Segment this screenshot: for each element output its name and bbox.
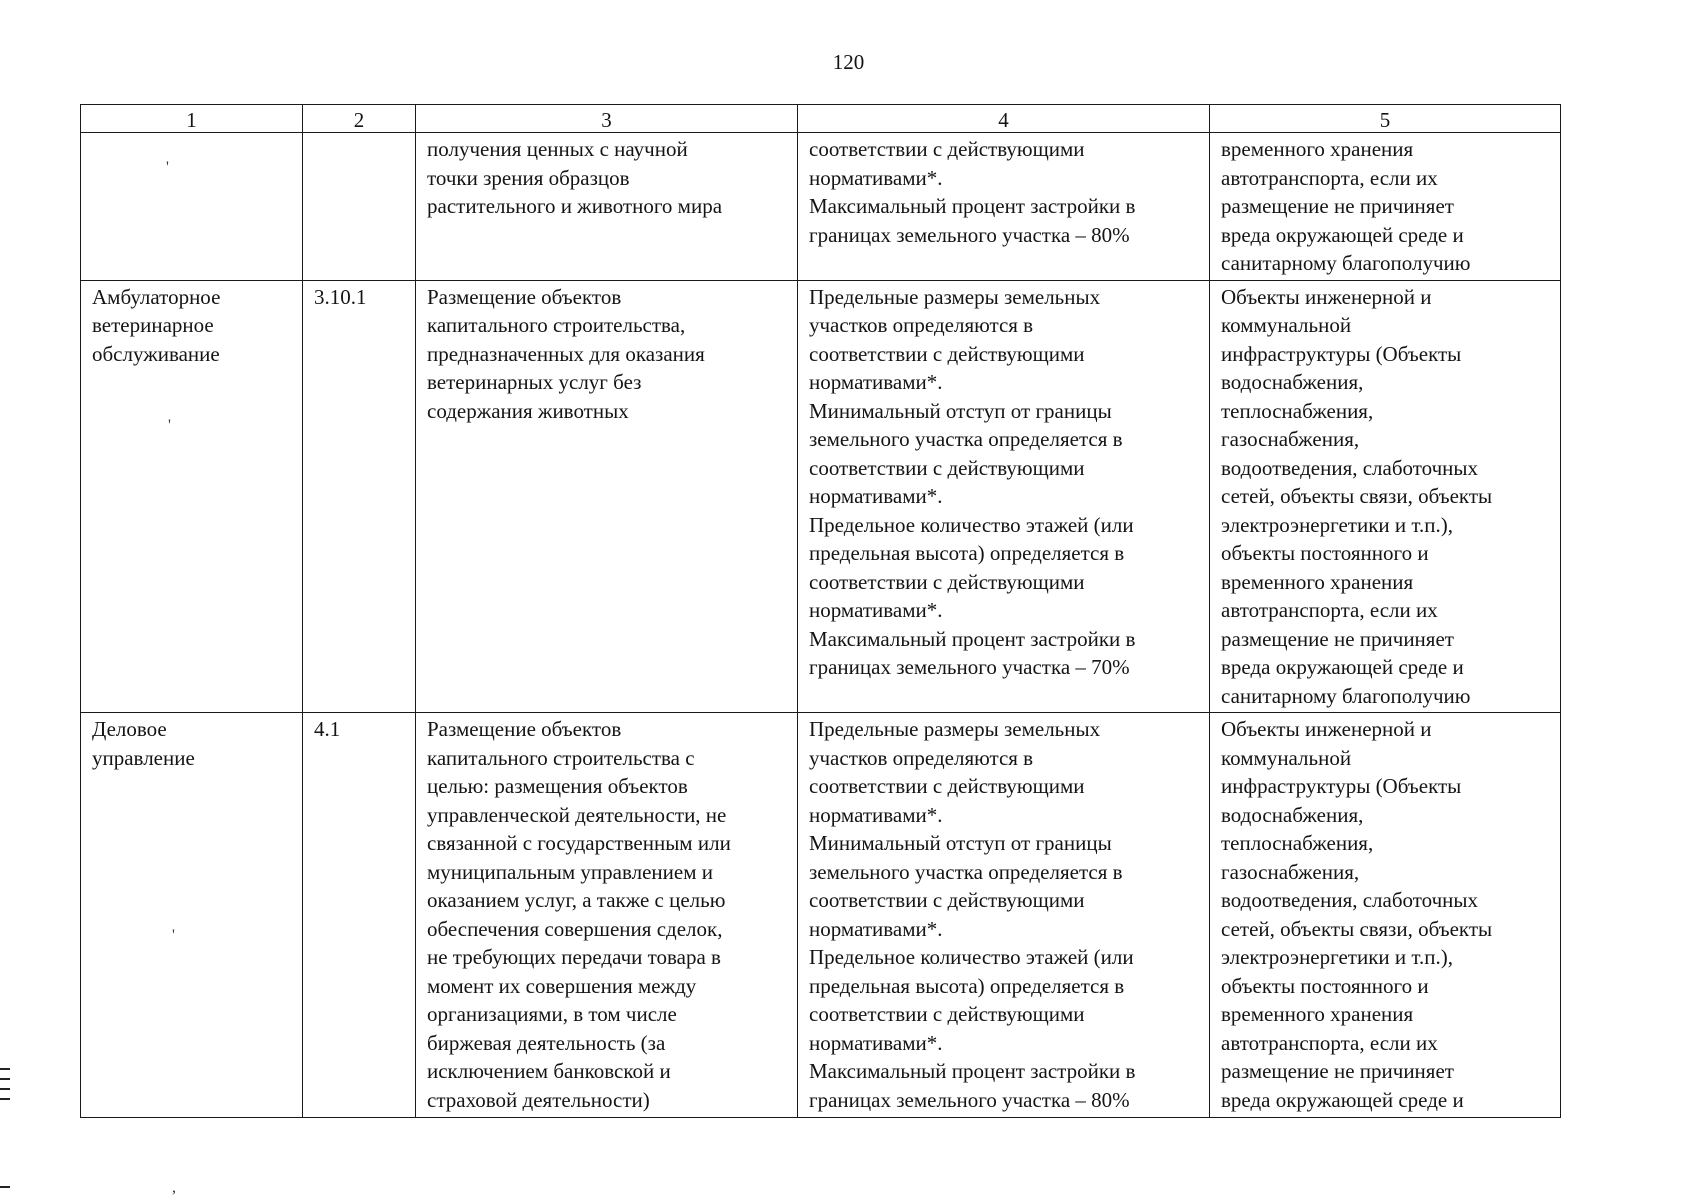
margin-mark [0,1078,10,1080]
land-use-description: получения ценных с научной точки зрения образцов растительного и животного мира [427,137,723,218]
land-use-code: 4.1 [314,717,341,741]
land-use-description: Размещение объектов капитального строительства, предназначенных для оказания ветеринарных услуг без содержания животных [427,284,705,423]
building-parameters: Предельные размеры земельных участков определяются в соответствии с действующими нормативами*. Минимальный отступ от границы земельного участка определяется в соответствии с действующими нормативами*. Предельное количество этажей (или предельная высота) определяется в соответствии с действующими нормативами*. Максимальный процент застройки в границах земельного участка – 80% [809,717,1136,1112]
land-use-code: 3.10.1 [314,284,367,309]
scan-speck: , [172,1179,176,1196]
table-row [81,280,1561,713]
margin-mark [0,1088,10,1090]
margin-mark [0,1068,10,1070]
auxiliary-uses: Объекты инженерной и коммунальной инфраструктуры (Объекты водоснабжения, теплоснабжения, газоснабжения, водоотведения, слаботочных сетей, объекты связи, объекты электроэнергетики и т.п.), объекты постоянного и временного хранения автотранспорта, если их размещение не причиняет вреда окружающей среде и санитарному благополучию [1221,284,1493,708]
land-use-name-cell [81,133,303,281]
land-use-code-cell [303,713,416,1118]
land-use-name: Амбулаторное ветеринарное обслуживание [92,284,221,366]
land-use-description: Размещение объектов капитального строительства с целью: размещения объектов управленческой деятельности, не связанной с государственным или муниципальным управлением и оказанием услуг, а также с целью обеспечения совершения сделок, не требующих передачи товара в момент их совершения между организациями, в том числе биржевая деятельность (за исключением банковской и страховой деятельности) [427,717,731,1112]
auxiliary-uses-cell [1210,133,1561,281]
scan-speck: ' [166,159,169,176]
column-number-row [81,105,1561,133]
building-parameters: Предельные размеры земельных участков определяются в соответствии с действующими нормативами*. Минимальный отступ от границы земельного участка определяется в соответствии с действующими нормативами*. Предельное количество этажей (или предельная высота) определяется в соответствии с действующими нормативами*. Максимальный процент застройки в границах земельного участка – 70% [809,284,1136,679]
margin-mark [0,1186,10,1188]
parameters-cell [798,133,1210,281]
parameters-cell [798,713,1210,1118]
margin-mark [0,1098,10,1100]
building-parameters: соответствии с действующими нормативами*. Максимальный процент застройки в границах земельного участка – 80% [809,137,1136,247]
auxiliary-uses-cell [1210,280,1561,713]
parameters-cell [798,280,1210,713]
zoning-table [80,104,1561,1118]
scan-speck: ' [168,417,171,434]
column-number: 1 [81,105,303,133]
land-use-code-cell [303,280,416,713]
land-use-name: Деловое управление [92,717,195,770]
land-use-code-cell [303,133,416,281]
column-number: 4 [798,105,1210,133]
description-cell [416,713,798,1118]
table-row [81,133,1561,281]
land-use-name-cell [81,713,303,1118]
land-use-name-cell [81,280,303,713]
auxiliary-uses: Объекты инженерной и коммунальной инфраструктуры (Объекты водоснабжения, теплоснабжения, газоснабжения, водоотведения, слаботочных сетей, объекты связи, объекты электроэнергетики и т.п.), объекты постоянного и временного хранения автотранспорта, если их размещение не причиняет вреда окружающей среде и [1221,717,1493,1112]
column-number: 2 [303,105,416,133]
page-number: 120 [832,50,865,74]
column-number: 3 [416,105,798,133]
column-number: 5 [1210,105,1561,133]
auxiliary-uses-cell [1210,713,1561,1118]
description-cell [416,133,798,281]
auxiliary-uses: временного хранения автотранспорта, если их размещение не причиняет вреда окружающей среде и санитарному благополучию [1221,137,1471,275]
description-cell [416,280,798,713]
table-row [81,713,1561,1118]
scan-speck: ' [172,927,175,944]
